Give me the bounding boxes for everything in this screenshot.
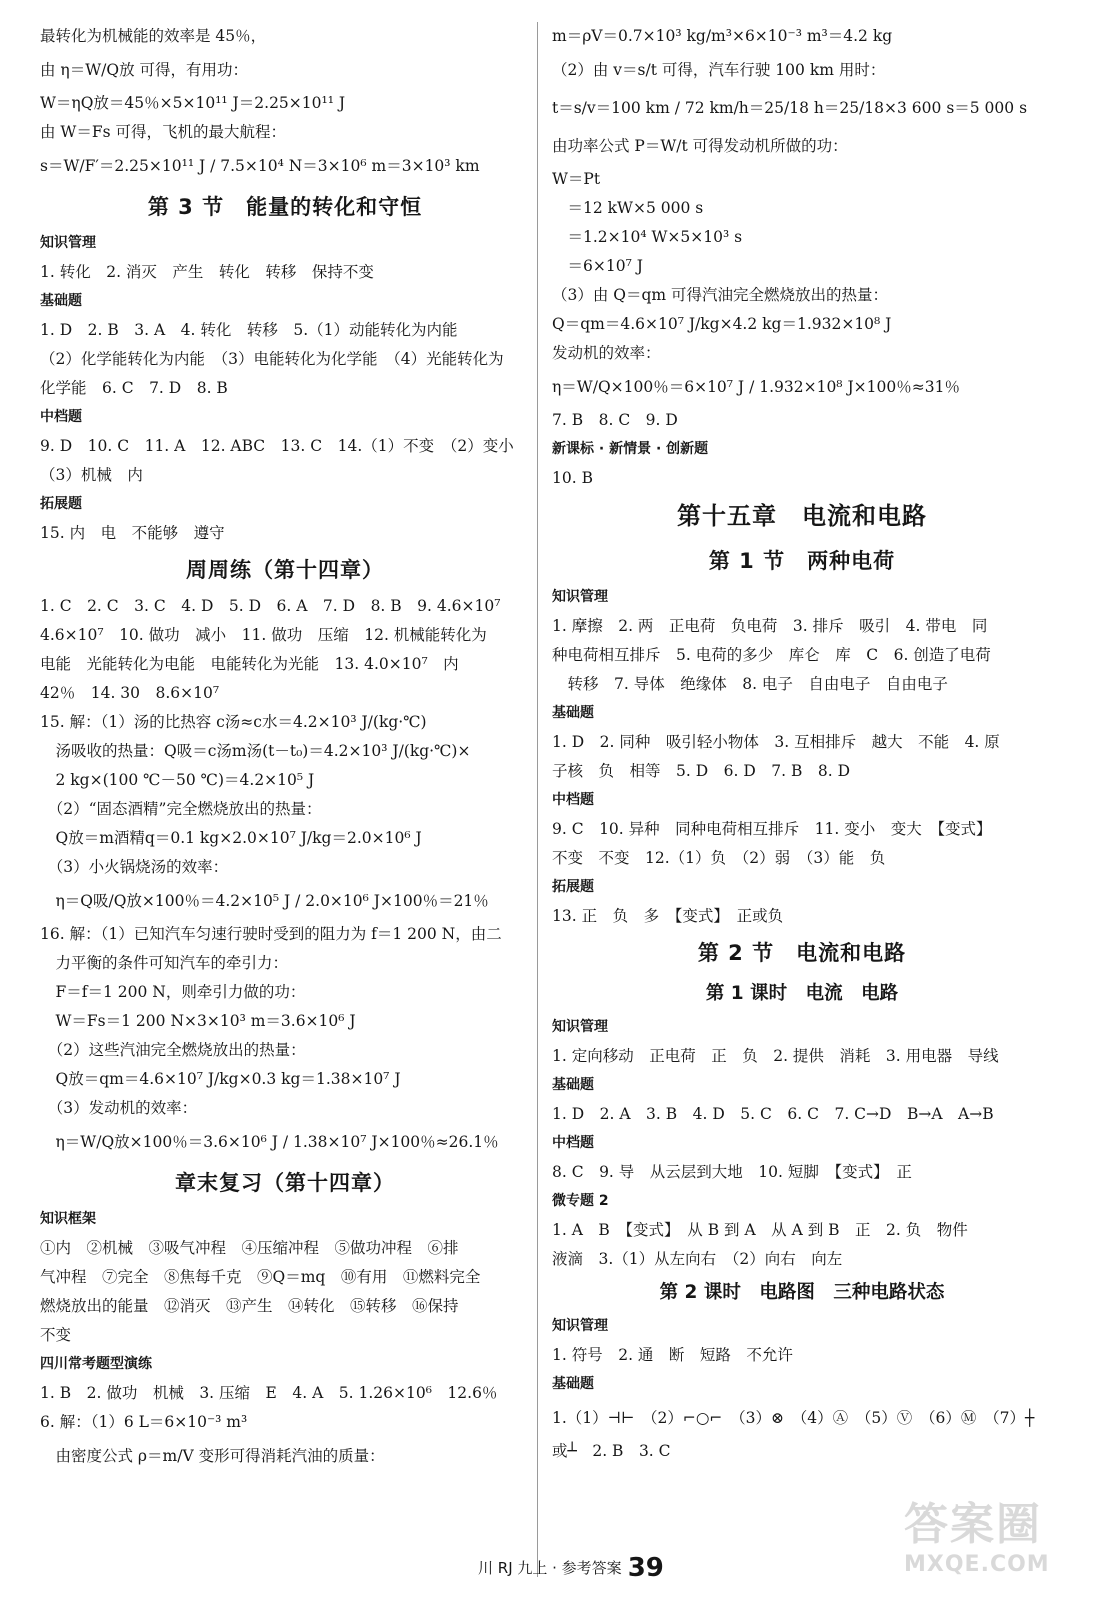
answer-line: 子核 负 相等 5. D 6. D 7. B 8. D [552,762,851,780]
watermark-logo [904,1488,1064,1588]
answer-line: 13. 正 负 多 【变式】 正或负 [552,907,784,925]
right-column [552,22,1052,1466]
watermark-main: 答案圈 [904,1499,1042,1550]
answer-line: 不变 不变 12.（1）负 （2）弱 （3）能 负 [552,849,886,867]
subsection-label: 知识管理 [552,1318,608,1334]
chapter-heading: 第十五章 电流和电路 [677,502,927,530]
answer-line: η＝Q吸/Q放×100％＝4.2×10⁵ J / 2.0×10⁶ J×100％＝21％ [40,892,489,910]
answer-line: （3）发动机的效率： [40,1099,198,1117]
answer-line: W＝ηQ放＝45％×5×10¹¹ J＝2.25×10¹¹ J [40,94,346,112]
answer-line: 1. C 2. C 3. C 4. D 5. D 6. A 7. D 8. B 9. 4.6×10⁷ [40,597,501,615]
column-divider [537,22,538,1577]
page-number: 39 [627,1553,664,1583]
answer-line: 1. B 2. 做功 机械 3. 压缩 E 4. A 5. 1.26×10⁶ 12.6％ [40,1384,498,1402]
answer-line: 转移 7. 导体 绝缘体 8. 电子 自由电子 自由电子 [552,675,948,693]
page-footer [478,1553,664,1583]
answer-line: 1. 摩擦 2. 两 正电荷 负电荷 3. 排斥 吸引 4. 带电 同 [552,617,988,635]
subsection-label: 基础题 [552,1376,594,1392]
answer-line: （2）化学能转化为内能 （3）电能转化为化学能 （4）光能转化为 [40,350,504,368]
subsection-label: 拓展题 [40,496,82,512]
answer-line: 9. D 10. C 11. A 12. ABC 13. C 14.（1）不变 （2）变小 [40,437,514,455]
answer-line: η＝W/Q放×100％＝3.6×10⁶ J / 1.38×10⁷ J×100％≈26.1％ [40,1133,499,1151]
answer-line: Q放＝qm＝4.6×10⁷ J/kg×0.3 kg＝1.38×10⁷ J [40,1070,401,1088]
answer-line: 由功率公式 P＝W/t 可得发动机所做的功： [552,137,848,155]
answer-line: 由 η＝W/Q放 可得，有用功： [40,61,249,79]
answer-line: 由 W＝Fs 可得，飞机的最大航程： [40,123,286,141]
answer-line: 15. 内 电 不能够 遵守 [40,524,225,542]
lesson-heading: 第 2 课时 电路图 三种电路状态 [659,1282,945,1303]
watermark-sub: MXQE.COM [904,1552,1050,1577]
subsection-label: 知识管理 [552,1019,608,1035]
answer-line: F＝f＝1 200 N，则牵引力做的功： [40,983,306,1001]
answer-line: ①内 ②机械 ③吸气冲程 ④压缩冲程 ⑤做功冲程 ⑥排 [40,1239,459,1257]
section-heading: 第 2 节 电流和电路 [697,941,907,965]
answer-line: 2 kg×(100 ℃－50 ℃)＝4.2×10⁵ J [40,771,315,789]
subsection-label: 中档题 [552,1135,594,1151]
answer-line: （2）“固态酒精”完全燃烧放出的热量： [40,800,322,818]
answer-line: 16. 解：（1）已知汽车匀速行驶时受到的阻力为 f＝1 200 N，由二 [40,925,502,943]
answer-line: 由密度公式 ρ＝m/V 变形可得消耗汽油的质量： [40,1447,385,1465]
answer-line: 1. 转化 2. 消灭 产生 转化 转移 保持不变 [40,263,374,281]
answer-line: t＝s/v＝100 km / 72 km/h＝25/18 h＝25/18×3 600 s＝5 000 s [552,99,1028,117]
answer-line: 发动机的效率： [552,344,661,362]
answer-line: 汤吸收的热量：Q吸＝c汤m汤(t－t₀)＝4.2×10³ J/(kg·℃)× [40,742,471,760]
left-column [40,22,530,1475]
answer-line: 1. 符号 2. 通 断 短路 不允许 [552,1346,793,1364]
subsection-label: 微专题 2 [552,1193,609,1209]
subsection-label: 中档题 [552,792,594,808]
answer-line: ＝1.2×10⁴ W×5×10³ s [552,228,743,246]
subsection-label: 拓展题 [552,879,594,895]
answer-line: 10. B [552,469,593,487]
answer-line: 种电荷相互排斥 5. 电荷的多少 库仑 库 C 6. 创造了电荷 [552,646,991,664]
answer-line: W＝Fs＝1 200 N×3×10³ m＝3.6×10⁶ J [40,1012,356,1030]
answer-line: 气冲程 ⑦完全 ⑧焦每千克 ⑨Q＝mq ⑩有用 ⑪燃料完全 [40,1268,481,1286]
subsection-label: 基础题 [40,293,82,309]
lesson-heading: 第 1 课时 电流 电路 [705,983,899,1004]
answer-line: 燃烧放出的能量 ⑫消灭 ⑬产生 ⑭转化 ⑮转移 ⑯保持 [40,1297,459,1315]
answer-line: W＝Pt [552,170,601,188]
answer-line: （3）机械 内 [40,466,143,484]
subsection-label: 基础题 [552,1077,594,1093]
answer-line: ＝12 kW×5 000 s [552,199,704,217]
section-heading: 第 3 节 能量的转化和守恒 [147,195,423,219]
answer-line: 8. C 9. 导 从云层到大地 10. 短脚 【变式】 正 [552,1163,912,1181]
answer-line: 力平衡的条件可知汽车的牵引力： [40,954,289,972]
answer-line: 电能 光能转化为电能 电能转化为光能 13. 4.0×10⁷ 内 [40,655,459,673]
answer-line: 4.6×10⁷ 10. 做功 减小 11. 做功 压缩 12. 机械能转化为 [40,626,487,644]
section-heading: 第 1 节 两种电荷 [708,549,896,573]
subsection-label: 中档题 [40,409,82,425]
answer-line: 化学能 6. C 7. D 8. B [40,379,228,397]
answer-line: 不变 [40,1326,72,1344]
footer-label: 川 RJ 九上 · 参考答案 [478,1559,622,1577]
answer-line: 15. 解：（1）汤的比热容 c汤≈c水＝4.2×10³ J/(kg·℃) [40,713,427,731]
answer-line: 9. C 10. 异种 同种电荷相互排斥 11. 变小 变大 【变式】 [552,820,992,838]
answer-line: 或┴ 2. B 3. C [552,1442,671,1460]
answer-line: η＝W/Q×100％＝6×10⁷ J / 1.932×10⁸ J×100％≈31％ [552,378,960,396]
section-heading: 章末复习（第十四章） [175,1171,395,1195]
subsection-label: 新课标 · 新情景 · 创新题 [552,441,709,457]
answer-line: 1. D 2. A 3. B 4. D 5. C 6. C 7. C→D B→A A→B [552,1105,994,1123]
answer-line: 1. 定向移动 正电荷 正 负 2. 提供 消耗 3. 用电器 导线 [552,1047,999,1065]
answer-line: 6. 解：（1）6 L＝6×10⁻³ m³ [40,1413,248,1431]
subsection-label: 知识管理 [552,589,608,605]
answer-line: Q＝qm＝4.6×10⁷ J/kg×4.2 kg＝1.932×10⁸ J [552,315,892,333]
answer-line: s＝W/F′＝2.25×10¹¹ J / 7.5×10⁴ N＝3×10⁶ m＝3×10³ km [40,157,480,175]
subsection-label: 知识管理 [40,235,96,251]
answer-line: 7. B 8. C 9. D [552,411,678,429]
answer-line: ＝6×10⁷ J [552,257,643,275]
answer-line: （3）小火锅烧汤的效率： [40,858,229,876]
subsection-label: 知识框架 [40,1211,96,1227]
answer-line: 最转化为机械能的效率是 45％， [40,27,267,45]
answer-line: （2）由 v＝s/t 可得，汽车行驶 100 km 用时： [552,61,886,79]
answer-line: Q放＝m酒精q＝0.1 kg×2.0×10⁷ J/kg＝2.0×10⁶ J [40,829,422,847]
answer-line: 1.（1）⊣⊢ （2）⌐○⌐ （3）⊗ （4）Ⓐ （5）Ⓥ （6）Ⓜ （7）┼ [552,1409,1035,1427]
answer-line: 1. D 2. 同种 吸引轻小物体 3. 互相排斥 越大 不能 4. 原 [552,733,1000,751]
answer-line: 1. D 2. B 3. A 4. 转化 转移 5.（1）动能转化为内能 [40,321,458,339]
answer-line: （3）由 Q＝qm 可得汽油完全燃烧放出的热量： [552,286,889,304]
subsection-label: 基础题 [552,705,594,721]
answer-line: m＝ρV＝0.7×10³ kg/m³×6×10⁻³ m³＝4.2 kg [552,27,893,45]
section-heading: 周周练（第十四章） [186,558,384,582]
answer-line: （2）这些汽油完全燃烧放出的热量： [40,1041,306,1059]
answer-line: 液滴 3.（1）从左向右 （2）向右 向左 [552,1250,843,1268]
subsection-label: 四川常考题型演练 [40,1356,152,1372]
answer-line: 1. A B 【变式】 从 B 到 A 从 A 到 B 正 2. 负 物件 [552,1221,968,1239]
answer-line: 42％ 14. 30 8.6×10⁷ [40,684,220,702]
